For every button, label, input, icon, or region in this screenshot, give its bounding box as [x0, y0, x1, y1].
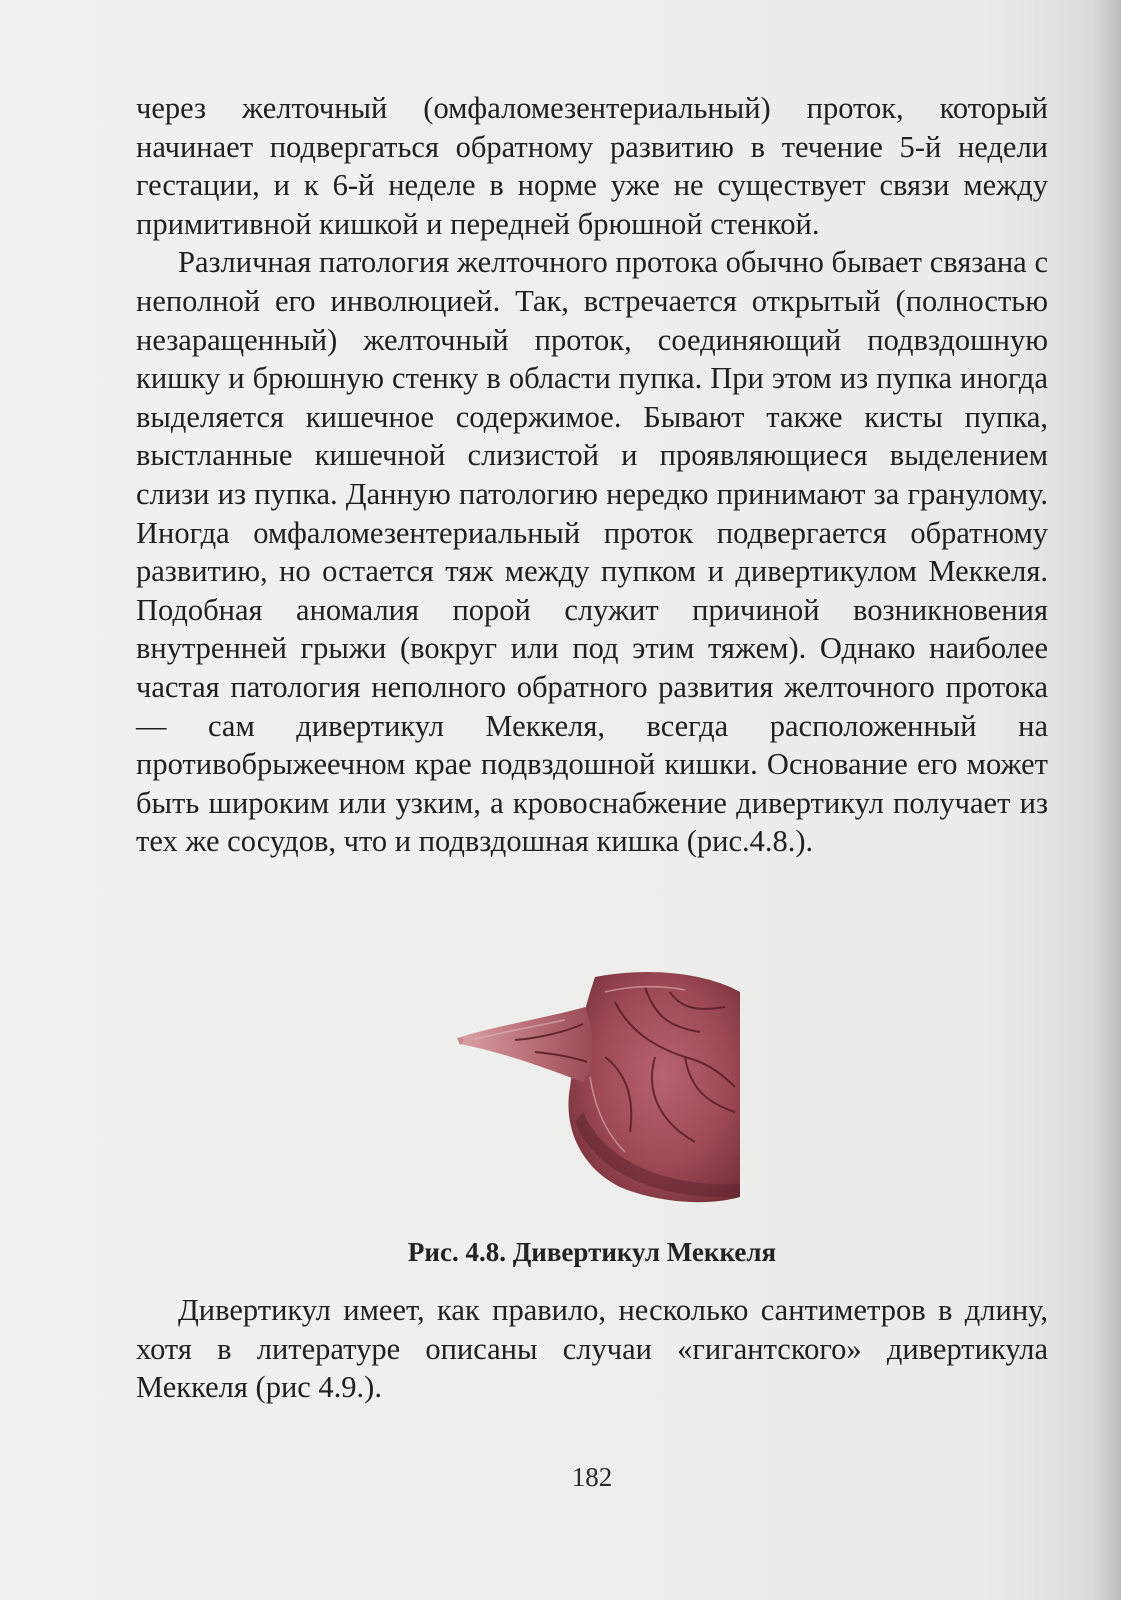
paragraph-giant-diverticulum: Дивертикул имеет, как правило, несколько сантиметров в длину, хотя в литературе описаны случаи «гигантского» дивертикула Меккеля (рис 4.9.). — [136, 1293, 1048, 1405]
closing-text-block — [136, 1291, 1048, 1407]
meckel-diverticulum-figure — [455, 962, 755, 1212]
paragraph-continuation: через желточный (омфаломезентериальный) проток, который начинает подвергаться обратному развитию в течение 5-й недели гестации, и к 6-й неделе в норме уже не существует связи между примитивной кишкой и передней брюшной стенкой. — [136, 91, 1048, 241]
paragraph-pathology: Различная патология желточного протока обычно бывает связана с неполной его инволюцией. Так, встречается открытый (полностью незаращенный) желточный проток, соединяющий подвздошную кишку и брюшную стенку в области пупка. При этом из пупка иногда выделяется кишечное содержимое. Бывают также кисты пупка, выстланные кишечной слизистой и проявляющиеся выделением слизи из пупка. Данную патологию нередко принимают за гранулому. Иногда омфаломезентериальный проток подвергается обратному развитию, но остается тяж между пупком и дивертикулом Меккеля. Подобная аномалия порой служит причиной возникновения внутренней грыжи (вокруг или под этим тяжем). Однако наиболее частая патология неполного обратного развития желточного протока — сам дивертикул Меккеля, всегда расположенный на противобрыжеечном крае подвздошной кишки. Основание его может быть широким или узким, а кровоснабжение дивертикул получает из тех же сосудов, что и подвздошная кишка (рис.4.8.). — [136, 245, 1048, 859]
figure-caption: Рис. 4.8. Дивертикул Меккеля — [407, 1237, 777, 1267]
diverticulum-pouch — [460, 1007, 592, 1082]
page-edge-shadow — [1091, 0, 1121, 1600]
main-text-block — [136, 89, 1048, 861]
meckel-diverticulum-illustration — [455, 962, 755, 1212]
page-number: 182 — [571, 1462, 613, 1492]
